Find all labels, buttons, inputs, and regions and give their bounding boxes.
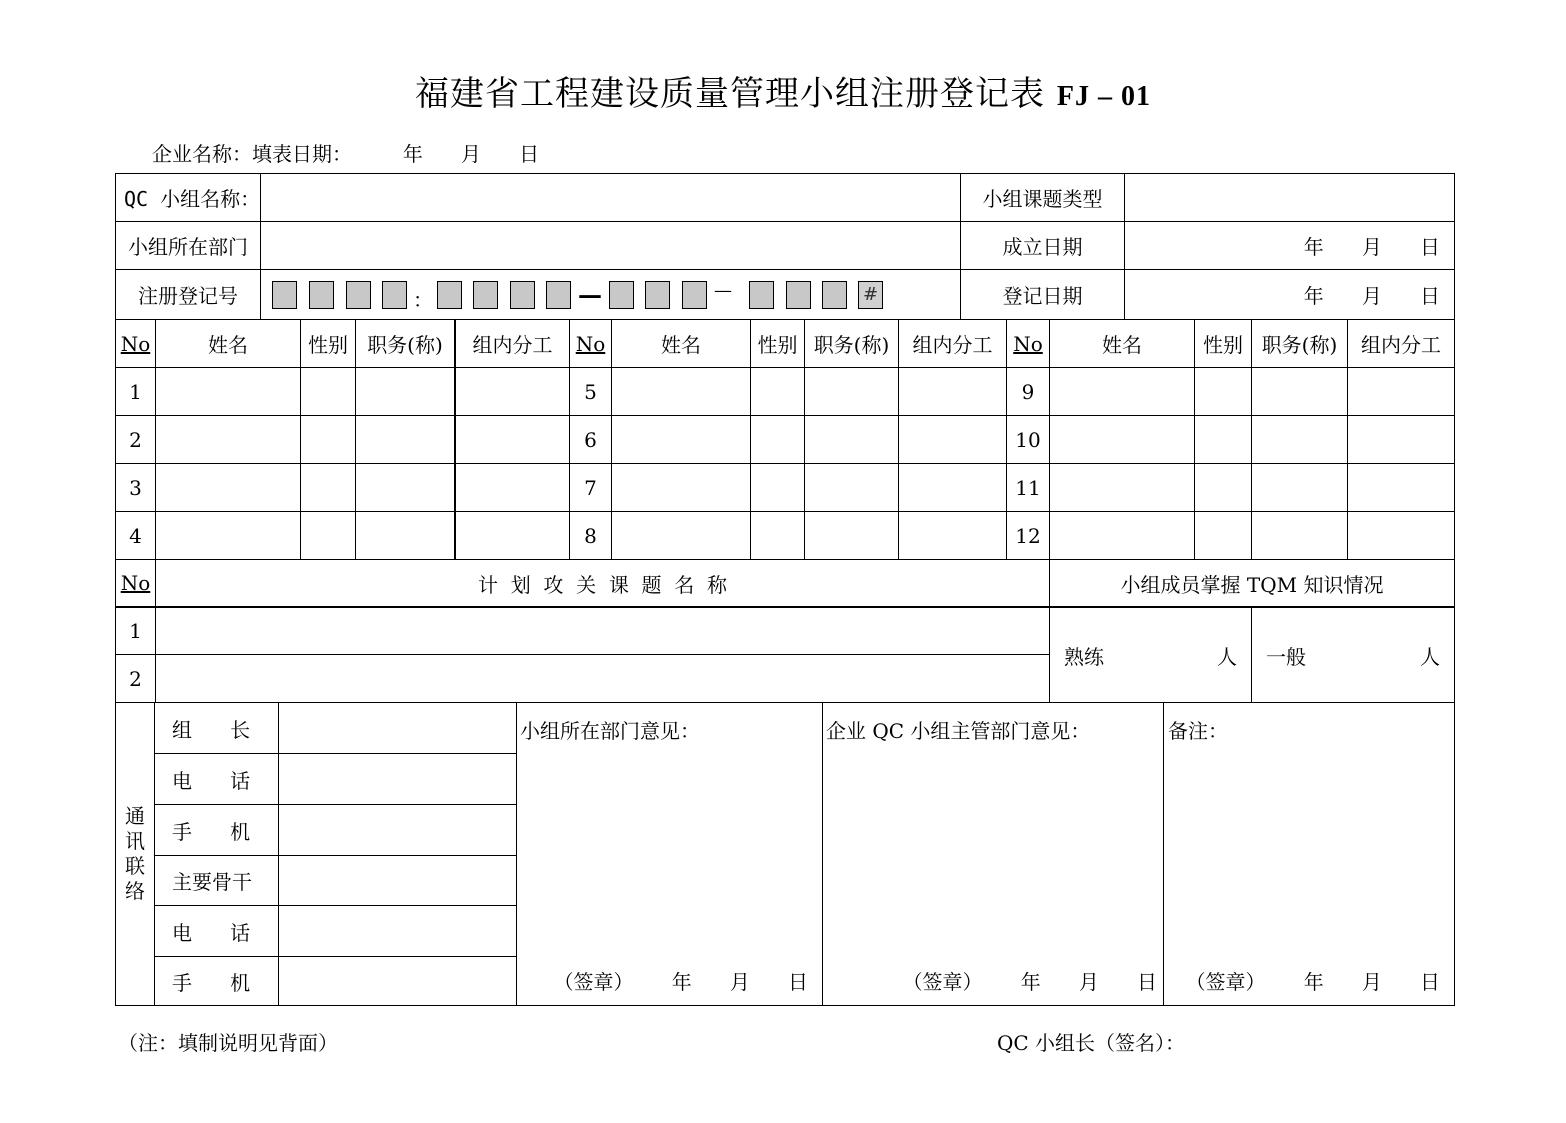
- member-no: 2: [129, 427, 142, 452]
- reg-box[interactable]: [682, 281, 707, 309]
- header-role: 组内分工: [1361, 333, 1441, 357]
- member-no: 7: [584, 475, 597, 500]
- founded-date-field[interactable]: 年 月 日: [1303, 235, 1440, 259]
- reg-box[interactable]: [473, 281, 498, 309]
- member-no: 10: [1015, 427, 1041, 452]
- phone-field[interactable]: [279, 754, 516, 804]
- company-date-line: 企业名称：填表日期： 年 月 日: [152, 142, 540, 166]
- reg-dash: —: [578, 280, 602, 309]
- member-no: 1: [129, 379, 142, 404]
- header-title: 职务(称): [367, 333, 443, 357]
- member-no: 12: [1015, 523, 1041, 548]
- tqm-knowledge-header: 小组成员掌握 TQM 知识情况: [1120, 572, 1384, 597]
- topic-type-field[interactable]: [1125, 174, 1454, 221]
- backbone-label: 主要骨干: [172, 870, 252, 894]
- form-title-main: 福建省工程建设质量管理小组注册登记表: [415, 74, 1046, 114]
- leader-signature-label: QC 小组长（签名）：: [997, 1031, 1186, 1055]
- mobile-field[interactable]: [279, 957, 516, 1005]
- registration-no-label: 注册登记号: [138, 284, 238, 308]
- member-no: 6: [584, 427, 597, 452]
- qc-dept-opinion-field[interactable]: [823, 703, 1163, 953]
- dept-opinion-label: 小组所在部门意见：: [520, 718, 700, 743]
- mobile-label: 手 机: [172, 819, 251, 844]
- qc-dept-opinion-label: 企业 QC 小组主管部门意见：: [826, 718, 1091, 743]
- reg-box[interactable]: [437, 281, 462, 309]
- reg-box[interactable]: [510, 281, 535, 309]
- qc-name-field[interactable]: [261, 174, 960, 221]
- header-title: 职务(称): [813, 333, 890, 357]
- member-no: 4: [129, 523, 142, 548]
- header-gender: 性别: [757, 333, 798, 357]
- header-no: No: [1013, 331, 1043, 356]
- reg-box[interactable]: [546, 281, 571, 309]
- header-name: 姓名: [208, 333, 248, 357]
- header-gender: 性别: [308, 333, 348, 357]
- header-title: 职务(称): [1261, 333, 1338, 357]
- footer-note: （注：填制说明见背面）: [118, 1031, 338, 1055]
- skilled-unit: 人: [1217, 644, 1237, 669]
- member-no: 5: [584, 379, 597, 404]
- form-title: [0, 66, 1566, 115]
- member-no: 8: [584, 523, 597, 548]
- backbone-field[interactable]: [279, 856, 516, 905]
- leader-label: 组 长: [172, 717, 251, 742]
- header-name: 姓名: [1102, 333, 1142, 357]
- skilled-label: 熟练: [1064, 644, 1104, 669]
- reg-box[interactable]: [309, 281, 334, 309]
- department-label: 小组所在部门: [128, 235, 248, 259]
- header-role: 组内分工: [912, 333, 993, 357]
- member-no: 9: [1021, 379, 1035, 404]
- qc-sign-line: （签章） 年 月 日: [902, 969, 1157, 994]
- reg-box[interactable]: [645, 281, 670, 309]
- phone-label: 电 话: [172, 920, 251, 945]
- header-no: No: [120, 331, 151, 356]
- dept-sign-line: （签章） 年 月 日: [553, 969, 808, 994]
- contact-char: 通: [125, 804, 145, 828]
- phone-label: 电 话: [172, 768, 251, 793]
- reg-box[interactable]: [786, 281, 811, 309]
- qc-name-label: QC 小组名称：: [124, 187, 261, 211]
- reg-box[interactable]: [822, 281, 847, 309]
- general-label: 一般: [1266, 644, 1306, 669]
- topic-type-label: 小组课题类型: [982, 187, 1103, 211]
- general-unit: 人: [1420, 644, 1440, 669]
- phone-field[interactable]: [279, 906, 516, 956]
- contact-char: 讯: [125, 829, 145, 853]
- header-no: No: [575, 331, 606, 356]
- remarks-label: 备注：: [1168, 718, 1228, 743]
- reg-dash: —: [714, 280, 732, 301]
- member-no: 11: [1015, 475, 1041, 500]
- reg-box[interactable]: [749, 281, 774, 309]
- reg-box[interactable]: [272, 281, 297, 309]
- reg-box[interactable]: [609, 281, 634, 309]
- topic-row-no: 1: [129, 619, 142, 643]
- contact-char: 络: [125, 879, 145, 903]
- reg-box-hash[interactable]: #: [858, 281, 883, 309]
- reg-box[interactable]: [346, 281, 371, 309]
- header-gender: 性别: [1203, 333, 1243, 357]
- remarks-sign-line: （签章） 年 月 日: [1185, 969, 1440, 994]
- founded-date-label: 成立日期: [1002, 235, 1083, 259]
- registration-date-label: 登记日期: [1002, 284, 1083, 308]
- registration-date-field[interactable]: 年 月 日: [1303, 284, 1440, 308]
- reg-box[interactable]: [382, 281, 407, 309]
- department-field[interactable]: [261, 222, 960, 269]
- remarks-field[interactable]: [1164, 703, 1454, 953]
- plan-topic-header: 计 划 攻 关 课 题 名 称: [477, 572, 727, 597]
- member-no: 3: [129, 475, 142, 500]
- mobile-label: 手 机: [172, 970, 251, 995]
- topic-field[interactable]: [156, 608, 1049, 654]
- contact-section-label: [115, 804, 155, 904]
- header-role: 组内分工: [472, 333, 553, 357]
- topic-field[interactable]: [156, 655, 1049, 702]
- header-name: 姓名: [661, 333, 701, 357]
- topic-header-no: No: [120, 571, 151, 595]
- dept-opinion-field[interactable]: [517, 703, 822, 953]
- contact-char: 联: [125, 854, 145, 878]
- topic-row-no: 2: [129, 666, 142, 691]
- form-code: FJ – 01: [1056, 81, 1151, 112]
- reg-colon: ：: [413, 288, 433, 312]
- leader-field[interactable]: [279, 703, 516, 753]
- mobile-field[interactable]: [279, 805, 516, 855]
